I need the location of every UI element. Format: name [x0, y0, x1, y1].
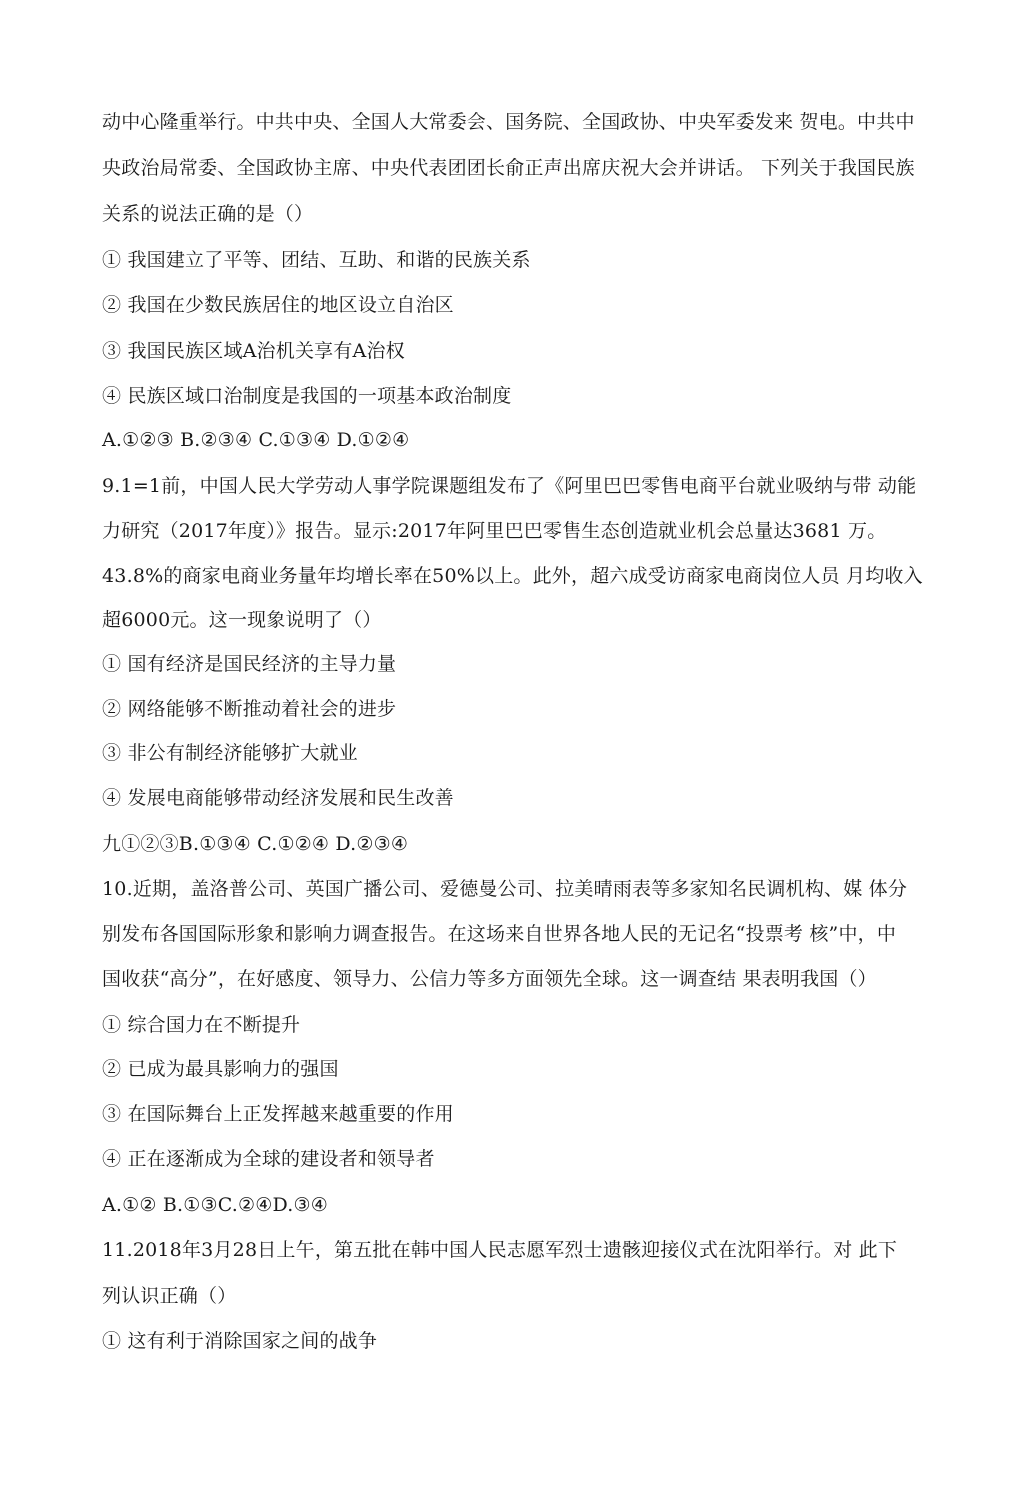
- text-line: 央政治局常委、全国政协主席、中央代表团团长俞正声出席庆祝大会并讲话。 下列关于我国民族: [102, 157, 915, 179]
- text-line: 列认识正确（）: [102, 1285, 237, 1307]
- text-line: 超6000元。这一现象说明了（）: [102, 609, 382, 631]
- option-line: ④ 民族区域口治制度是我国的一项基本政治制度: [102, 385, 512, 407]
- option-line: ③ 在国际舞台上正发挥越来越重要的作用: [102, 1103, 454, 1125]
- option-line: ④ 发展电商能够带动经济发展和民生改善: [102, 787, 454, 809]
- answer-choices: A.①② B.①③C.②④D.③④: [102, 1194, 328, 1216]
- option-line: ② 网络能够不断推动着社会的进步: [102, 698, 397, 720]
- question-10: 10.近期，盖洛普公司、英国广播公司、爱德曼公司、拉美晴雨表等多家知名民调机构、媒 体分: [102, 878, 908, 900]
- text-line: 别发布各国国际形象和影响力调查报告。在这场来自世界各地人民的无记名“投票考 核”中，中: [102, 923, 897, 945]
- text-line: 动中心隆重举行。中共中央、全国人大常委会、国务院、全国政协、中央军委发来 贺电。中共中: [102, 111, 915, 133]
- option-line: ② 已成为最具影响力的强国: [102, 1058, 339, 1080]
- option-line: ① 我国建立了平等、团结、互助、和谐的民族关系: [102, 249, 531, 271]
- answer-choices: 九①②③B.①③④ C.①②④ D.②③④: [102, 833, 409, 855]
- text-line: 国收获“高分”，在好感度、领导力、公信力等多方面领先全球。这一调查结 果表明我国（）: [102, 968, 877, 990]
- option-line: ④ 正在逐渐成为全球的建设者和领导者: [102, 1148, 435, 1170]
- text-line: 43.8%的商家电商业务量年均增长率在50%以上。此外，超六成受访商家电商岗位人员 月均收入: [102, 565, 923, 587]
- question-11: 11.2018年3月28日上午，第五批在韩中国人民志愿军烈士遗骸迎接仪式在沈阳举行。对 此下: [102, 1239, 898, 1261]
- option-line: ② 我国在少数民族居住的地区设立自治区: [102, 294, 454, 316]
- option-line: ③ 非公有制经济能够扩大就业: [102, 742, 358, 764]
- option-line: ① 这有利于消除国家之间的战争: [102, 1330, 378, 1352]
- text-line: 力研究（2017年度）》报告。显示:2017年阿里巴巴零售生态创造就业机会总量达3681 万。: [102, 520, 887, 542]
- question-9: 9.1=1前，中国人民大学劳动人事学院课题组发布了《阿里巴巴零售电商平台就业吸纳与带 动能: [102, 475, 917, 497]
- option-line: ① 综合国力在不断提升: [102, 1014, 301, 1036]
- answer-choices: A.①②③ B.②③④ C.①③④ D.①②④: [102, 429, 410, 451]
- text-line: 关系的说法正确的是（）: [102, 203, 314, 225]
- option-line: ① 国有经济是国民经济的主导力量: [102, 653, 397, 675]
- option-line: ③ 我国民族区域A治机关享有A治权: [102, 340, 405, 362]
